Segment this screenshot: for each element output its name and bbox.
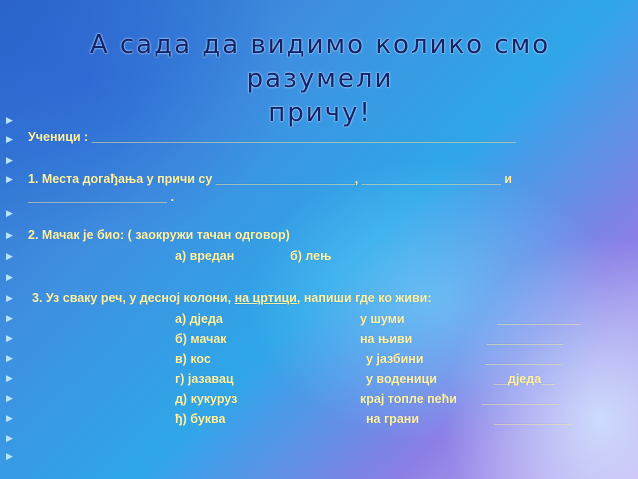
bullet-icon [6,294,16,304]
answer-b: б) лењ [290,249,332,263]
bullet-icon [6,156,16,166]
question-1-line-1: 1. Места догађања у причи су ____________________, ____________________ и [28,172,512,186]
row-left: б) мачак [175,332,227,346]
row-left: ђ) буква [175,412,226,426]
row-left: г) јазавац [175,372,234,386]
row-left: в) кос [175,352,211,366]
bullet-icon [6,374,16,384]
bullet-icon [6,209,16,219]
row-right: ___________ [482,392,559,406]
bullet-icon [6,273,16,283]
bullet-icon [6,135,16,145]
students-line: Ученици : _____________________________________________________________ [28,130,516,144]
bullet-icon [6,434,16,444]
row-mid: у шуми [360,312,405,326]
row-mid: у воденици [366,372,437,386]
row-left: а) дједа [175,312,223,326]
row-mid: на њиви [360,332,413,346]
slide-title [30,28,610,130]
row-right: __дједа__ [494,372,556,386]
answer-a: а) вредан [175,249,235,263]
bullet-icon [6,231,16,241]
row-mid: крај топле пећи [360,392,457,406]
bullet-icon [6,252,16,262]
question-1-line-2: ____________________ . [28,190,174,204]
row-mid: на грани [366,412,420,426]
bullet-icon [6,414,16,424]
row-mid: у јазбини [366,352,424,366]
bullet-icon [6,452,16,462]
bullet-icon [6,354,16,364]
row-right: ___________ [485,352,562,366]
question-3 [32,291,432,306]
bullet-icon [6,314,16,324]
bullet-icon [6,334,16,344]
title-line-2: причу! [268,98,372,128]
row-right: ___________ [494,412,571,426]
question-2: 2. Мачак је био: ( заокружи тачан одговор) [28,228,290,242]
bullet-icon [6,116,16,126]
question-3-suffix: , напиши где ко живи: [296,291,432,305]
row-left: д) кукуруз [175,392,238,406]
title-line-1: А сада да видимо колико смо разумели [89,30,551,94]
row-right: ___________ [487,332,564,346]
bullet-icon [6,394,16,404]
question-3-underlined: на цртици [234,291,297,305]
question-3-prefix: 3. Уз сваку реч, у десној колони, [32,291,235,305]
row-right: ____________ [497,312,581,326]
bullet-icon [6,175,16,185]
